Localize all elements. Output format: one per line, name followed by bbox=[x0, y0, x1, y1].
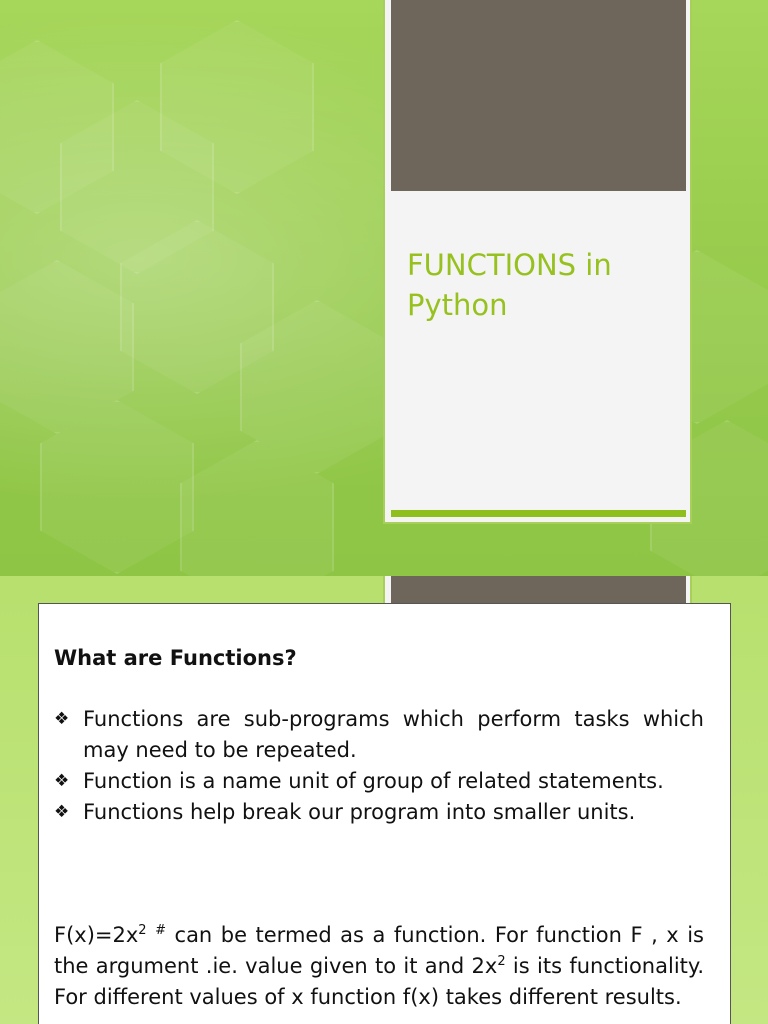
bullet-text: Functions help break our program into smaller units. bbox=[83, 800, 636, 824]
bullet-text: Function is a name unit of group of related statements. bbox=[83, 769, 664, 793]
superscript: # bbox=[155, 923, 166, 938]
slide-title-line1: FUNCTIONS in bbox=[407, 248, 612, 282]
slide-title bbox=[407, 245, 612, 325]
para-text: F(x)=2x bbox=[54, 923, 139, 947]
bullet-text: Functions are sub-programs which perform tasks which may need to be repeated. bbox=[83, 707, 704, 762]
para-text: is its functionality. For different values of x function f(x) takes different results. bbox=[54, 954, 704, 1009]
superscript: 2 bbox=[497, 954, 506, 969]
list-item bbox=[54, 797, 704, 828]
diamond-bullet-icon: ❖ bbox=[54, 802, 70, 822]
list-item bbox=[54, 766, 704, 797]
title-panel bbox=[383, 0, 692, 524]
slide-title-line2: Python bbox=[407, 288, 508, 322]
function-example-paragraph bbox=[54, 920, 704, 1013]
section-heading: What are Functions? bbox=[54, 646, 297, 670]
list-item bbox=[54, 704, 704, 766]
text-box bbox=[38, 603, 731, 1024]
para-text: can be termed as a function. For function F , x is the argument .ie. value given to it and 2x bbox=[54, 923, 704, 978]
panel-header-block bbox=[391, 0, 686, 191]
diamond-bullet-icon: ❖ bbox=[54, 709, 70, 729]
content-slide bbox=[0, 576, 768, 1024]
bullet-list bbox=[54, 704, 704, 828]
superscript: 2 bbox=[138, 923, 147, 938]
panel-accent-bar bbox=[391, 510, 686, 517]
para-text bbox=[147, 923, 156, 947]
diamond-bullet-icon: ❖ bbox=[54, 771, 70, 791]
